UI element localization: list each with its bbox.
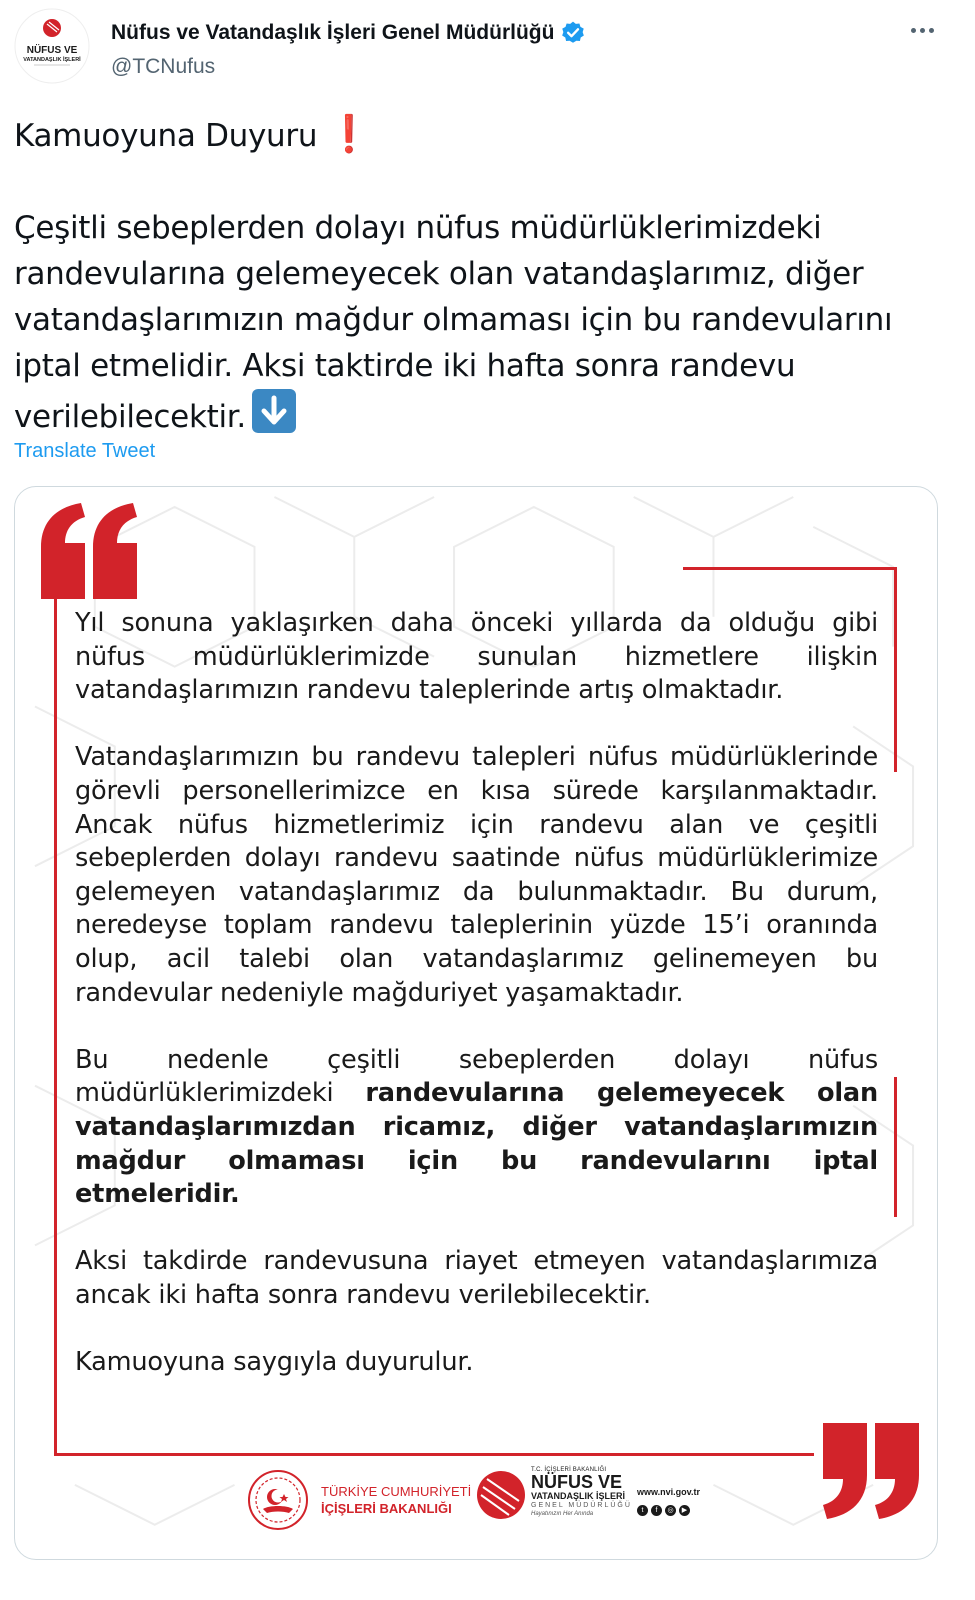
- translate-tweet-link[interactable]: Translate Tweet: [14, 440, 156, 462]
- tweet-title: Kamuoyuna Duyuru: [14, 118, 327, 154]
- avatar-text-1: NÜFUS VE: [26, 45, 78, 56]
- social-icons: [637, 1505, 690, 1516]
- closing-quote-icon: [819, 1423, 923, 1519]
- display-name[interactable]: Nüfus ve Vatandaşlık İşleri Genel Müdürlüğü: [111, 21, 555, 44]
- ministry-line-2: İÇİŞLERİ BAKANLIĞI: [321, 1501, 452, 1516]
- more-options-icon[interactable]: [907, 20, 937, 40]
- youtube-icon: ▶: [679, 1505, 690, 1516]
- opening-quote-icon: [37, 503, 141, 599]
- frame-line-right-lower: [894, 1077, 897, 1217]
- tweet-body-paragraph: [14, 205, 944, 440]
- notice-paragraph-2: Vatandaşlarımızın bu randevu talepleri nüfus müdürlüklerinde görevli personellerimizce en kısa sürede karşılanmaktadır. Ancak nüfus hizmetlerimiz için randevu alan ve çeşitli sebeplerden dolayı randevu saatinde nüfus müdürlüklerimize gelemeyen vatandaşlarımız da bulunmaktadır. Bu durum, neredeyse toplam randevu taleplerinin yüzde 15’i oranında olup, acil talebi olan vatandaşlarımız gelinemeyen bu randevular nedeniyle mağduriyet yaşamaktadır.: [75, 742, 878, 1008]
- ministry-line-1: TÜRKİYE CUMHURİYETİ: [321, 1484, 472, 1499]
- nvi-line-1: NÜFUS VE: [531, 1472, 623, 1492]
- avatar-text-2: VATANDAŞLIK İŞLERİ: [23, 57, 81, 63]
- notice-text: [75, 607, 878, 1380]
- instagram-icon: ◎: [665, 1505, 676, 1516]
- frame-line-right: [894, 567, 897, 772]
- handle[interactable]: @TCNufus: [111, 55, 216, 78]
- frame-line-top: [683, 567, 897, 570]
- verified-badge-icon: [560, 20, 586, 46]
- frame-line-left: [54, 588, 57, 1456]
- exclamation-emoji-icon: ❗: [326, 114, 372, 155]
- nvi-wordmark: [531, 1467, 632, 1517]
- nvi-avatar-logo: [14, 8, 90, 84]
- nvi-slogan: Hayatınızın Her Anında: [531, 1511, 594, 1517]
- notice-paragraph-3-bold: randevularına gelemeyecek olan vatandaşlarımızdan ricamız, diğer vatandaşlarımızın mağdur olmaması için bu randevularını iptal etmeleridir.: [75, 1078, 878, 1210]
- notice-paragraph-4: Aksi takdirde randevusuna riayet etmeyen vatandaşlarımıza ancak iki hafta sonra randevu verilebilecektir.: [75, 1246, 878, 1310]
- nvi-logo-icon: [475, 1469, 527, 1521]
- ministry-seal-icon: [247, 1469, 309, 1531]
- notice-paragraph-1: Yıl sonuna yaklaşırken daha önceki yıllarda da olduğu gibi nüfus müdürlüklerimizde sunulan hizmetlere ilişkin vatandaşlarımızın randevu taleplerinde artış olmaktadır.: [75, 608, 878, 706]
- facebook-icon: f: [651, 1505, 662, 1516]
- tweet-header: [14, 8, 959, 84]
- notice-paragraph-3: [75, 1044, 878, 1212]
- nvi-line-3: GENEL MÜDÜRLÜĞÜ: [531, 1502, 632, 1509]
- ministry-name: [321, 1483, 471, 1517]
- notice-paragraph-5: Kamuoyuna saygıyla duyurulur.: [75, 1347, 474, 1378]
- twitter-icon: t: [637, 1505, 648, 1516]
- tweet-text: [14, 112, 944, 440]
- tweet-image[interactable]: [14, 486, 938, 1560]
- avatar[interactable]: [14, 8, 90, 84]
- name-row: [111, 20, 586, 46]
- website-text: www.nvi.gov.tr: [637, 1487, 701, 1497]
- nvi-line-2: VATANDAŞLIK İŞLERİ: [531, 1491, 625, 1501]
- down-arrow-button-icon: [252, 389, 296, 433]
- tweet-title-line: [14, 112, 944, 159]
- frame-line-bottom: [54, 1453, 814, 1456]
- nvi-top-text: T.C. İÇİŞLERİ BAKANLIĞI: [531, 1467, 607, 1473]
- tweet-body: Çeşitli sebeplerden dolayı nüfus müdürlüklerimizdeki randevularına gelemeyecek olan vatandaşlarımız, diğer vatandaşlarımızın mağdur olmaması için bu randevularını iptal etmelidir. Aksi taktirde iki hafta sonra randevu verilebilecektir.: [14, 210, 893, 435]
- notice-paragraph-3-plain: Bu nedenle çeşitli sebeplerden dolayı nüfus müdürlüklerimizdeki: [75, 1044, 878, 1109]
- logos-footer: [247, 1465, 707, 1545]
